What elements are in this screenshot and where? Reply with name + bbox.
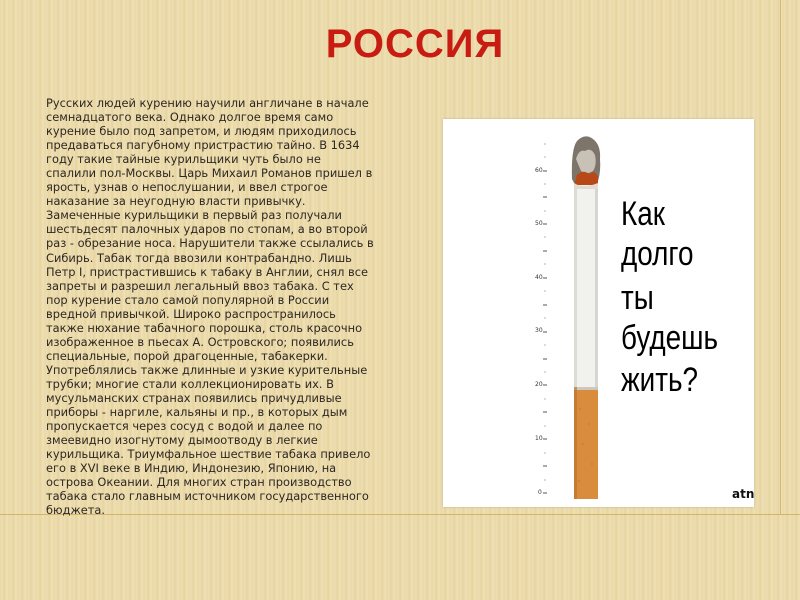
caption-line-1: Как bbox=[621, 195, 665, 233]
watermark-text: atn bbox=[732, 487, 755, 501]
ruler-label-50: 50 bbox=[535, 220, 543, 227]
ruler-label-60: 60 bbox=[535, 167, 543, 174]
cigarette-photo bbox=[443, 119, 754, 507]
ruler-label-0: 0 bbox=[538, 489, 542, 496]
ruler-label-10: 10 bbox=[535, 435, 543, 442]
ruler-label-30: 30 bbox=[535, 327, 543, 334]
slide-body-text: Русских людей курению научили англичане в начале семнадцатого века. Однако долгое время само курение было под запретом, и людям приходилось предаваться пагубному пристрастию тайно. В 1634 году такие тайные курильщики чуть было не спалили пол-Москвы. Царь Михаил Романов пришел в ярость, узнав о непослушании, и ввел строгое наказание за неугодную власти привычку. Замеченные курильщики в первый раз получали шестьдесят палочных ударов по стопам, а во второй раз - обрезание носа. Нарушители также ссылались в Сибирь. Табак тогда ввозили контрабандно. Лишь Петр I, пристрастившись к табаку в Англии, снял все запреты и разрешил легальный ввоз табака. С тех пор курение стало самой популярной в России вредной привычкой. Широко распространилось также нюхание табачного порошка, столь красочно изображенное в пьесах А. Островского; появились специальные, порой драгоценные, табакерки. Употреблялись также длинные и узкие курительные трубки; многие стали коллекционировать их. В мусульманских странах появились причудливые приборы - наргиле, кальяны и пр., в которых дым пропускается через сосуд с водой и далее по змеевидно изогнутому дымоотводу в легкие курильщика. Триумфальное шествие табака привело его в XVI веке в Индию, Индонезию, Японию, на острова Океании. Для многих стран производство табака стало главным источником государственного бюджета. bbox=[46, 96, 374, 518]
caption-line-4: будешь bbox=[621, 319, 719, 357]
caption-line-3: ты bbox=[621, 279, 654, 317]
slide-title: РОССИЯ bbox=[325, 22, 505, 66]
caption-line-2: долго bbox=[621, 235, 694, 273]
ruler-label-20: 20 bbox=[535, 381, 543, 388]
ruler-label-40: 40 bbox=[535, 274, 543, 281]
caption-line-5: жить? bbox=[621, 361, 699, 399]
cigarette-illustration bbox=[443, 119, 754, 507]
frame-line bbox=[780, 0, 781, 514]
